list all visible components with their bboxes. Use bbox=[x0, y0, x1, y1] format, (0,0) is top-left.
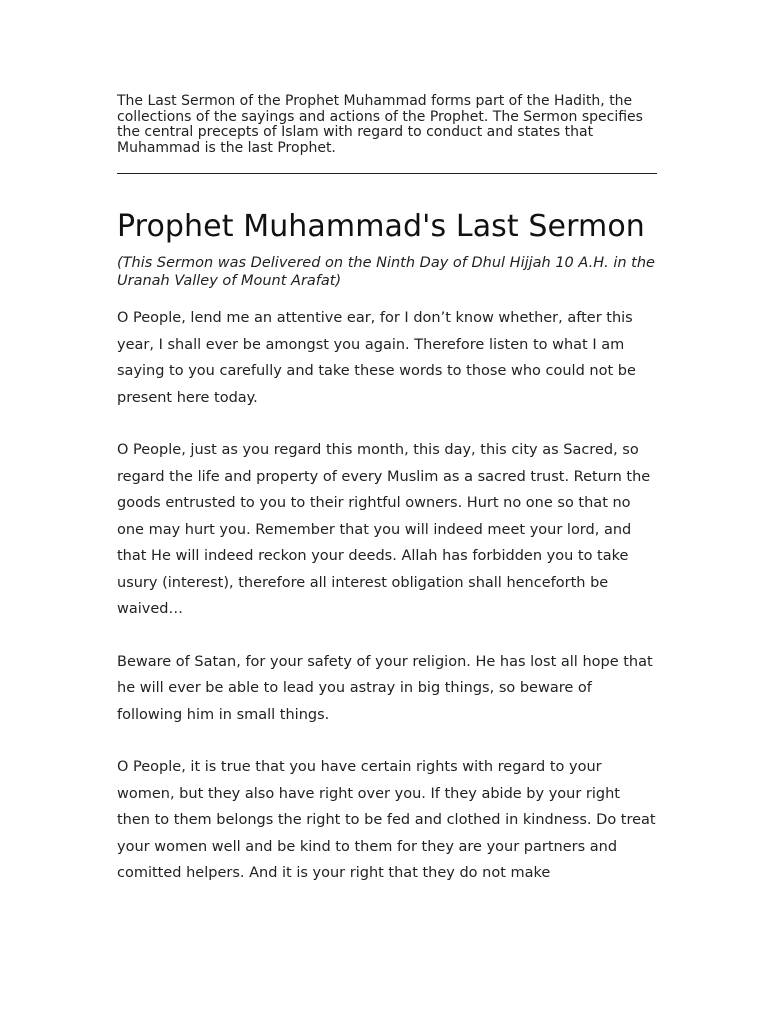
sermon-paragraph-4: O People, it is true that you have certain rights with regard to your women, but they also have right over you. If they abide by your right then to them belongs the right to be fed and clothed in kindness. Do treat your women well and be kind to them for they are your partners and comitted helpers. And it is your right that they do not make bbox=[117, 759, 656, 881]
page-title: Prophet Muhammad's Last Sermon bbox=[117, 209, 645, 244]
sermon-paragraph-2: O People, just as you regard this month, this day, this city as Sacred, so regard the life and property of every Muslim as a sacred trust. Return the goods entrusted to you to their rightful owners. Hurt no one so that no one may hurt you. Remember that you will indeed meet your lord, and that He will indeed reckon your deeds. Allah has forbidden you to take usury (interest), therefore all interest obligation shall henceforth be waived… bbox=[117, 442, 651, 617]
sermon-paragraph-1: O People, lend me an attentive ear, for I don’t know whether, after this year, I shall ever be amongst you again. Therefore listen to what I am saying to you carefully and take these words to those who could not be present here today. bbox=[117, 310, 636, 406]
sermon-paragraph-3: Beware of Satan, for your safety of your religion. He has lost all hope that he will ever be able to lead you astray in big things, so beware of following him in small things. bbox=[117, 653, 653, 723]
horizontal-divider bbox=[117, 173, 657, 174]
document-page bbox=[117, 94, 657, 913]
page-subtitle: (This Sermon was Delivered on the Ninth Day of Dhul Hijjah 10 A.H. in the Uranah Valley of Mount Arafat) bbox=[117, 255, 655, 289]
sermon-body bbox=[117, 305, 657, 887]
intro-paragraph: The Last Sermon of the Prophet Muhammad forms part of the Hadith, the collections of the sayings and actions of the Prophet. The Sermon specifies the central precepts of Islam with regard to conduct and states that Muhammad is the last Prophet. bbox=[117, 93, 643, 156]
